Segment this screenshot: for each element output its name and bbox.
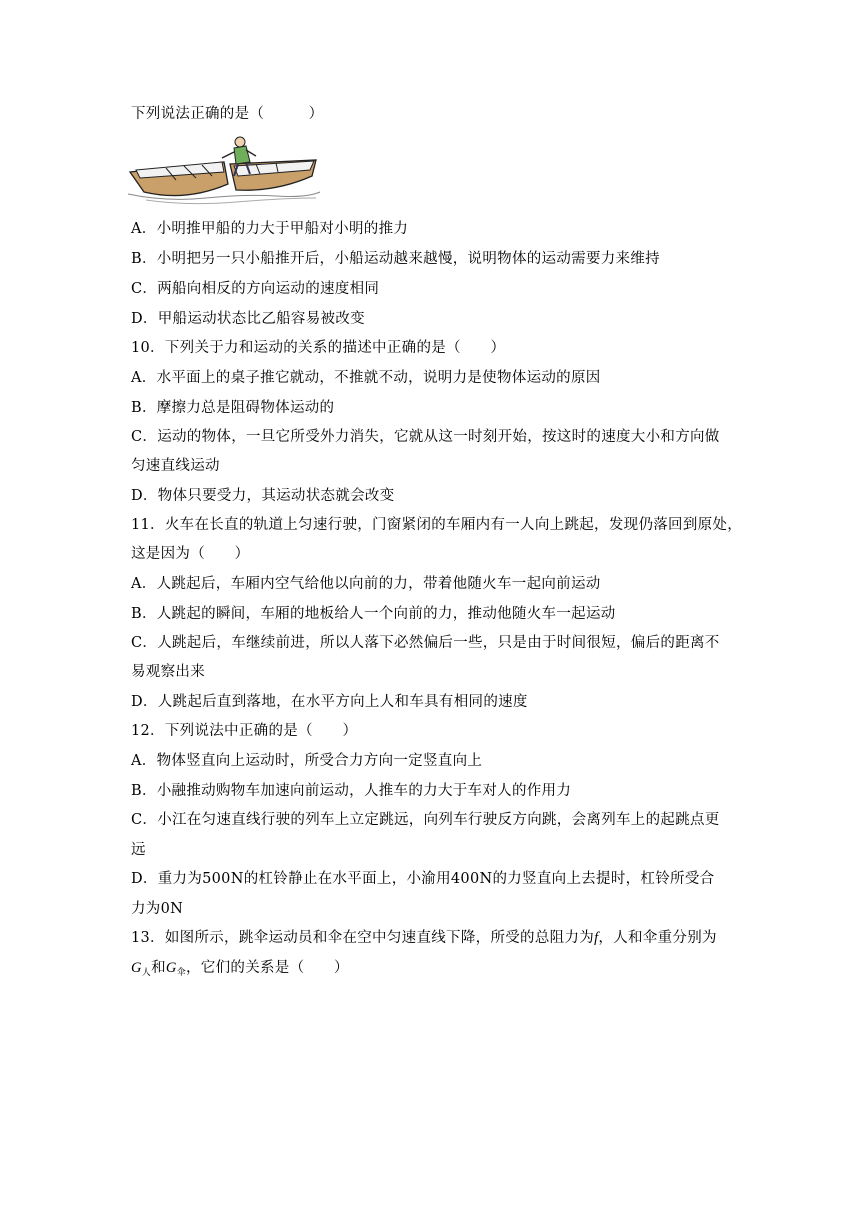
q10-option-c-line1: C．运动的物体，一旦它所受外力消失，它就从这一时刻开始，按这时的速度大小和方向做	[131, 429, 720, 445]
q11-stem-line2: 这是因为（ ）	[131, 546, 250, 562]
q11-option-b: B．人跳起的瞬间，车厢的地板给人一个向前的力，推动他随火车一起运动	[131, 606, 616, 622]
q12-option-b: B．小融推动购物车加速向前运动，人推车的力大于车对人的作用力	[131, 783, 572, 799]
q11-option-a: A．人跳起后，车厢内空气给他以向前的力，带着他随火车一起向前运动	[131, 576, 601, 592]
q11-option-c-line2: 易观察出来	[131, 664, 205, 680]
q11-option-d: D．人跳起后直到落地，在水平方向上人和车具有相同的速度	[131, 694, 528, 710]
q13-stem-line1-text: 13．如图所示，跳伞运动员和伞在空中匀速直线下降，所受的总阻力为	[131, 930, 595, 946]
q13-symbol-g-umbrella: G	[165, 960, 177, 976]
q10-option-c-line2: 匀速直线运动	[131, 458, 220, 474]
q13-stem-line1-tail: ，人和伞重分别为	[598, 930, 717, 946]
q12-stem: 12．下列说法中正确的是（ ）	[131, 723, 358, 739]
q9-option-d: D．甲船运动状态比乙船容易被改变	[131, 311, 365, 327]
q10-option-d: D．物体只要受力，其运动状态就会改变	[131, 488, 395, 504]
q13-stem-line2-tail: ，它们的关系是（ ）	[186, 960, 349, 976]
q12-option-d-line2: 力为0N	[131, 901, 184, 917]
q13-symbol-g-person: G	[131, 960, 142, 976]
q10-stem: 10．下列关于力和运动的关系的描述中正确的是（ ）	[131, 340, 506, 356]
q12-option-c-line1: C．小江在匀速直线行驶的列车上立定跳远，向列车行驶反方向跳，会离列车上的起跳点更	[131, 812, 720, 828]
q12-option-a: A．物体竖直向上运动时，所受合力方向一定竖直向上	[131, 753, 483, 769]
q11-stem-line1: 11．火车在长直的轨道上匀速行驶，门窗紧闭的车厢内有一人向上跳起，发现仍落回到原处，	[131, 517, 743, 533]
q9-option-b: B．小明把另一只小船推开后，小船运动越来越慢，说明物体的运动需要力来维持	[131, 251, 660, 267]
q10-option-a: A．水平面上的桌子推它就动，不推就不动，说明力是使物体运动的原因	[131, 370, 601, 386]
q13-stem-line1	[131, 928, 717, 948]
q13-and: 和	[151, 960, 166, 976]
q12-option-d-line1: D．重力为500N的杠铃静止在水平面上，小渝用400N的力竖直向上去提时，杠铃所受合	[131, 871, 715, 887]
q13-stem-line2	[131, 958, 349, 983]
q9-option-c: C．两船向相反的方向运动的速度相同	[131, 281, 380, 297]
q9-option-a: A．小明推甲船的力大于甲船对小明的推力	[131, 221, 409, 237]
boat-push-figure	[126, 132, 322, 206]
q12-option-c-line2: 远	[131, 842, 146, 858]
q13-symbol-f: f	[594, 930, 599, 946]
question-intro: 下列说法正确的是（ ）	[131, 106, 324, 122]
q13-sub-umbrella: 伞	[176, 968, 186, 978]
q13-sub-person: 人	[141, 968, 152, 978]
q11-option-c-line1: C．人跳起后，车继续前进，所以人落下必然偏后一些，只是由于时间很短，偏后的距离不	[131, 635, 720, 651]
q10-option-b: B．摩擦力总是阻碍物体运动的	[131, 400, 335, 416]
